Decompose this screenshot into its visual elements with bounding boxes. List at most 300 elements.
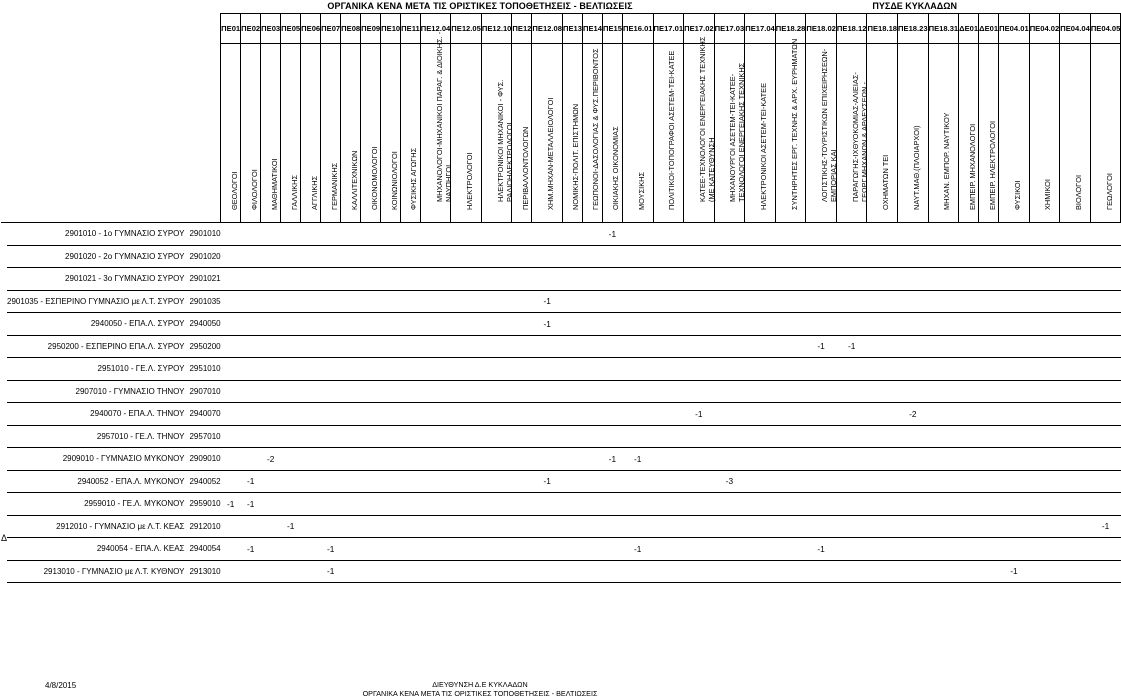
- specialty-name-cell: [532, 44, 563, 223]
- vacancy-cell: [301, 380, 321, 403]
- vacancy-cell: -1: [602, 223, 622, 246]
- vacancy-cell: [806, 290, 837, 313]
- specialty-code: ΔΕ01: [979, 14, 999, 44]
- specialty-name: ΦΥΣΙΚΟΙ: [1012, 180, 1022, 211]
- specialty-code: ΠΕ04.01: [999, 14, 1030, 44]
- vacancy-cell: [281, 403, 301, 426]
- specialty-name: ΦΥΣΙΚΗΣ ΑΓΩΓΗΣ: [409, 148, 419, 211]
- vacancy-cell: [999, 448, 1030, 471]
- vacancy-cell: [301, 358, 321, 381]
- school-label: 2901020 - 2ο ΓΥΜΝΑΣΙΟ ΣΥΡΟΥ: [7, 245, 188, 268]
- vacancy-cell: -1: [622, 448, 653, 471]
- vacancy-cell: [898, 560, 929, 583]
- vacancy-cell: [512, 358, 532, 381]
- vacancies-table: [1, 13, 1121, 583]
- vacancy-cell: [999, 268, 1030, 291]
- vacancy-cell: [653, 223, 684, 246]
- vacancy-cell: [512, 313, 532, 336]
- vacancy-cell: [261, 425, 281, 448]
- vacancy-cell: [281, 223, 301, 246]
- specialty-name: ΓΕΩΛΟΓΟΙ: [1104, 173, 1114, 211]
- vacancy-cell: [745, 560, 776, 583]
- vacancy-cell: [714, 380, 745, 403]
- vacancy-cell: [867, 470, 898, 493]
- vacancy-cell: [321, 493, 341, 516]
- vacancy-cell: [684, 380, 715, 403]
- vacancy-cell: [928, 290, 959, 313]
- vacancy-cell: [898, 335, 929, 358]
- table-row: [1, 448, 1121, 471]
- school-code: 2951010: [188, 358, 220, 381]
- vacancy-cell: [420, 403, 451, 426]
- vacancy-cell: [532, 493, 563, 516]
- vacancy-cell: [653, 493, 684, 516]
- vacancy-cell: [321, 448, 341, 471]
- vacancy-cell: [1090, 313, 1121, 336]
- vacancy-cell: [1090, 403, 1121, 426]
- vacancy-cell: [361, 290, 381, 313]
- vacancy-cell: [1029, 268, 1060, 291]
- vacancy-cell: [420, 515, 451, 538]
- vacancy-cell: [745, 515, 776, 538]
- vacancy-cell: [1090, 290, 1121, 313]
- vacancy-cell: [582, 493, 602, 516]
- vacancy-cell: [684, 515, 715, 538]
- vacancy-cell: [959, 403, 979, 426]
- vacancy-cell: [241, 515, 261, 538]
- specialty-name-cell: [867, 44, 898, 223]
- specialty-name: ΜΗΧΑΝ. ΕΜΠΟΡ. ΝΑΥΤΙΚΟΥ: [942, 113, 952, 211]
- specialty-name: ΑΓΓΛΙΚΗΣ: [309, 176, 319, 211]
- school-label: 2957010 - ΓΕ.Λ. ΤΗΝΟΥ: [7, 425, 188, 448]
- vacancy-cell: [261, 335, 281, 358]
- vacancy-cell: [512, 493, 532, 516]
- vacancy-cell: [1060, 335, 1091, 358]
- vacancy-cell: [745, 403, 776, 426]
- vacancy-cell: [401, 290, 421, 313]
- vacancy-cell: [582, 403, 602, 426]
- vacancy-cell: [341, 335, 361, 358]
- vacancy-cell: [836, 470, 867, 493]
- vacancy-cell: [420, 448, 451, 471]
- table-row: [1, 268, 1121, 291]
- vacancy-cell: [714, 245, 745, 268]
- vacancy-cell: [301, 223, 321, 246]
- vacancy-cell: [898, 448, 929, 471]
- vacancy-cell: [1029, 538, 1060, 561]
- vacancy-cell: [341, 313, 361, 336]
- vacancy-cell: [836, 313, 867, 336]
- vacancy-cell: [684, 538, 715, 561]
- vacancy-cell: [775, 560, 806, 583]
- vacancy-cell: [420, 358, 451, 381]
- specialty-name: ΗΛΕΚΤΡΟΛΟΓΟΙ: [465, 152, 475, 211]
- vacancy-cell: [321, 313, 341, 336]
- vacancy-cell: [420, 223, 451, 246]
- vacancy-cell: [979, 268, 999, 291]
- specialty-code: ΠΕ11: [401, 14, 421, 44]
- footer-directorate: ΔΙΕΥΘΥΝΣΗ Δ.Ε ΚΥΚΛΑΔΩΝ: [432, 680, 528, 689]
- vacancy-cell: [582, 425, 602, 448]
- vacancy-cell: [999, 425, 1030, 448]
- vacancy-cell: [928, 425, 959, 448]
- vacancy-cell: [898, 425, 929, 448]
- vacancy-cell: [979, 493, 999, 516]
- vacancy-cell: -1: [836, 335, 867, 358]
- specialty-code: ΠΕ05: [281, 14, 301, 44]
- vacancy-cell: [420, 268, 451, 291]
- school-code: 2940070: [188, 403, 220, 426]
- vacancy-cell: [401, 560, 421, 583]
- vacancy-cell: [221, 538, 241, 561]
- vacancy-cell: [562, 403, 582, 426]
- vacancy-cell: [622, 290, 653, 313]
- specialty-name: ΘΕΟΛΟΓΟΙ: [229, 171, 239, 211]
- vacancy-cell: [420, 380, 451, 403]
- vacancy-cell: [959, 335, 979, 358]
- vacancy-cell: [806, 223, 837, 246]
- vacancy-cell: [301, 448, 321, 471]
- vacancy-cell: -3: [714, 470, 745, 493]
- vacancy-cell: [898, 223, 929, 246]
- vacancy-cell: [321, 380, 341, 403]
- specialty-name: ΟΧΗΜΑΤΩΝ ΤΕΙ: [881, 155, 891, 211]
- vacancy-cell: [745, 245, 776, 268]
- vacancy-cell: [261, 245, 281, 268]
- vacancy-cell: [532, 448, 563, 471]
- vacancy-cell: [532, 268, 563, 291]
- specialty-code: ΠΕ18.18: [867, 14, 898, 44]
- vacancy-cell: [512, 290, 532, 313]
- vacancy-cell: [1090, 380, 1121, 403]
- vacancy-cell: [381, 403, 401, 426]
- specialty-code: ΠΕ04.02: [1029, 14, 1060, 44]
- vacancy-cell: [221, 380, 241, 403]
- vacancy-cell: [301, 335, 321, 358]
- vacancy-cell: [1060, 290, 1091, 313]
- vacancy-cell: [420, 560, 451, 583]
- school-code: 2901021: [188, 268, 220, 291]
- specialty-name-cell: [361, 44, 381, 223]
- specialty-name: ΠΟΛΙΤΙΚΟΙ-ΤΟΠΟΓΡΑΦΟΙ ΑΣΕΤΕΜ-ΤΕΙ-ΚΑΤΕΕ: [667, 51, 677, 211]
- vacancy-cell: [684, 448, 715, 471]
- vacancy-cell: [381, 515, 401, 538]
- vacancy-cell: [745, 358, 776, 381]
- vacancy-cell: [928, 245, 959, 268]
- vacancy-cell: -1: [241, 493, 261, 516]
- vacancy-cell: [221, 425, 241, 448]
- specialty-code: ΠΕ12.10: [481, 14, 512, 44]
- vacancy-cell: [241, 403, 261, 426]
- vacancy-cell: [1090, 335, 1121, 358]
- vacancy-cell: [420, 245, 451, 268]
- vacancy-cell: [928, 313, 959, 336]
- vacancy-cell: [653, 358, 684, 381]
- vacancy-cell: [999, 403, 1030, 426]
- vacancy-cell: -2: [898, 403, 929, 426]
- vacancy-cell: [959, 515, 979, 538]
- vacancy-cell: [1090, 223, 1121, 246]
- vacancy-cell: [281, 425, 301, 448]
- vacancy-cell: [622, 425, 653, 448]
- vacancy-cell: [684, 560, 715, 583]
- vacancy-cell: [775, 538, 806, 561]
- school-label: 2940052 - ΕΠΑ.Λ. ΜΥΚΟΝΟΥ: [7, 470, 188, 493]
- vacancy-cell: [241, 313, 261, 336]
- specialty-name-cell: [261, 44, 281, 223]
- vacancy-cell: [745, 538, 776, 561]
- vacancy-cell: [622, 245, 653, 268]
- specialty-code: ΠΕ12.08: [532, 14, 563, 44]
- vacancy-cell: [582, 515, 602, 538]
- vacancy-cell: [582, 290, 602, 313]
- org-name: ΠΥΣΔΕ ΚΥΚΛΑΔΩΝ: [872, 1, 957, 11]
- specialty-name-cell: [898, 44, 929, 223]
- vacancy-cell: [261, 290, 281, 313]
- specialty-name-cell: [979, 44, 999, 223]
- vacancy-cell: [867, 268, 898, 291]
- vacancy-cell: [381, 448, 401, 471]
- vacancy-cell: [381, 470, 401, 493]
- vacancy-cell: [420, 313, 451, 336]
- specialty-name: ΚΑΛΛΙΤΕΧΝΙΚΩΝ: [349, 151, 359, 211]
- vacancy-cell: [775, 290, 806, 313]
- specialty-name-cell: [1029, 44, 1060, 223]
- vacancy-cell: [714, 538, 745, 561]
- vacancy-cell: [979, 335, 999, 358]
- vacancy-cell: [775, 313, 806, 336]
- school-code: 2909010: [188, 448, 220, 471]
- vacancy-cell: [481, 493, 512, 516]
- vacancy-cell: [241, 358, 261, 381]
- vacancy-cell: [714, 290, 745, 313]
- specialty-code: ΠΕ16.01: [622, 14, 653, 44]
- vacancy-cell: [653, 425, 684, 448]
- vacancy-cell: [281, 380, 301, 403]
- vacancy-cell: [867, 425, 898, 448]
- vacancy-cell: [1090, 560, 1121, 583]
- vacancy-cell: [745, 470, 776, 493]
- school-code: 2940050: [188, 313, 220, 336]
- vacancy-cell: [401, 358, 421, 381]
- vacancy-cell: [481, 313, 512, 336]
- specialty-name: ΛΟΓΙΣΤΙΚΗΣ-ΤΟΥΡΙΣΤΙΚΩΝ ΕΠΙΧΕΙΡΗΣΕΩΝ-ΕΜΠΟΡΙΑΣ ΚΑΙ: [820, 48, 838, 202]
- school-label: 2940054 - ΕΠΑ.Λ. ΚΕΑΣ: [7, 538, 188, 561]
- vacancy-cell: [261, 358, 281, 381]
- vacancy-cell: [381, 245, 401, 268]
- table-row: [1, 313, 1121, 336]
- vacancy-cell: [451, 515, 482, 538]
- vacancy-cell: [898, 313, 929, 336]
- vacancy-cell: [928, 403, 959, 426]
- vacancy-cell: [775, 425, 806, 448]
- vacancy-cell: [775, 245, 806, 268]
- vacancy-cell: [281, 335, 301, 358]
- vacancy-cell: [979, 538, 999, 561]
- specialty-name-cell: [959, 44, 979, 223]
- vacancy-cell: [1029, 223, 1060, 246]
- vacancy-cell: [512, 515, 532, 538]
- vacancy-cell: [401, 448, 421, 471]
- vacancy-cell: [261, 538, 281, 561]
- vacancy-cell: [959, 313, 979, 336]
- vacancy-cell: [401, 470, 421, 493]
- vacancy-cell: [653, 515, 684, 538]
- vacancy-cell: [512, 223, 532, 246]
- vacancy-cell: [714, 515, 745, 538]
- specialty-name: ΧΗΜ.ΜΗΧΑΝ-ΜΕΤΑΛΛΕΙΟΛΟΓΟΙ: [546, 98, 556, 211]
- vacancy-cell: [361, 380, 381, 403]
- vacancy-cell: [401, 268, 421, 291]
- vacancy-cell: [1060, 515, 1091, 538]
- vacancy-cell: [321, 515, 341, 538]
- vacancy-cell: [745, 223, 776, 246]
- specialty-name: ΕΜΠΕΙΡ. ΗΛΕΚΤΡΟΛΟΓΟΙ: [987, 121, 997, 211]
- vacancy-cell: [836, 358, 867, 381]
- specialty-code: ΠΕ09: [361, 14, 381, 44]
- vacancy-cell: -1: [684, 403, 715, 426]
- school-code: 2957010: [188, 425, 220, 448]
- vacancy-cell: [1090, 448, 1121, 471]
- vacancy-cell: [979, 470, 999, 493]
- vacancy-cell: [562, 268, 582, 291]
- vacancy-cell: -1: [321, 560, 341, 583]
- specialty-code: ΠΕ15: [602, 14, 622, 44]
- vacancy-cell: [714, 560, 745, 583]
- specialty-name-cell: [221, 44, 241, 223]
- vacancy-cell: [602, 425, 622, 448]
- table-row: [1, 515, 1121, 538]
- vacancy-cell: [653, 448, 684, 471]
- vacancy-cell: [714, 268, 745, 291]
- vacancy-cell: [512, 245, 532, 268]
- specialty-code: ΠΕ18.28: [775, 14, 806, 44]
- vacancy-cell: [836, 403, 867, 426]
- vacancy-cell: [301, 290, 321, 313]
- specialty-code: ΠΕ08: [341, 14, 361, 44]
- specialty-code: ΔΕ01: [959, 14, 979, 44]
- vacancy-cell: [582, 335, 602, 358]
- vacancy-cell: [451, 560, 482, 583]
- vacancy-cell: [653, 245, 684, 268]
- vacancy-cell: [301, 560, 321, 583]
- vacancy-cell: [321, 425, 341, 448]
- specialty-name-cell: [451, 44, 482, 223]
- vacancy-cell: [341, 223, 361, 246]
- vacancy-cell: [562, 470, 582, 493]
- vacancy-cell: [451, 313, 482, 336]
- school-label: 2940050 - ΕΠΑ.Λ. ΣΥΡΟΥ: [7, 313, 188, 336]
- table-row: [1, 470, 1121, 493]
- table-row: [1, 223, 1121, 246]
- vacancy-cell: [361, 223, 381, 246]
- vacancy-cell: [775, 223, 806, 246]
- vacancy-cell: [381, 380, 401, 403]
- vacancy-cell: [602, 245, 622, 268]
- specialty-name-cell: [562, 44, 582, 223]
- vacancy-cell: [928, 448, 959, 471]
- vacancy-cell: [451, 448, 482, 471]
- vacancy-cell: [1029, 403, 1060, 426]
- vacancy-cell: [867, 290, 898, 313]
- specialty-name-cell: [714, 44, 745, 223]
- vacancy-cell: [221, 470, 241, 493]
- vacancy-cell: [622, 335, 653, 358]
- vacancy-cell: [979, 358, 999, 381]
- vacancy-cell: [221, 313, 241, 336]
- vacancy-cell: [928, 358, 959, 381]
- vacancy-cell: [959, 245, 979, 268]
- vacancy-cell: [653, 560, 684, 583]
- vacancy-cell: [532, 403, 563, 426]
- vacancy-cell: [451, 335, 482, 358]
- specialty-name-cell: [1060, 44, 1091, 223]
- vacancy-cell: [512, 268, 532, 291]
- vacancy-cell: [221, 403, 241, 426]
- specialty-name: ΦΙΛΟΛΟΓΟΙ: [249, 169, 259, 211]
- vacancy-cell: [622, 515, 653, 538]
- vacancy-cell: [562, 380, 582, 403]
- vacancy-cell: [481, 380, 512, 403]
- vacancy-cell: [321, 223, 341, 246]
- specialty-name-cell: [775, 39, 806, 223]
- vacancy-cell: [928, 493, 959, 516]
- vacancy-cell: [1029, 560, 1060, 583]
- vacancy-cell: [361, 560, 381, 583]
- vacancy-cell: [381, 538, 401, 561]
- vacancy-cell: [1060, 380, 1091, 403]
- vacancy-cell: [684, 470, 715, 493]
- specialty-name: ΠΕΡΙΒΑΛΛΟΝΤΟΛΟΓΩΝ: [520, 127, 530, 211]
- vacancy-cell: [361, 425, 381, 448]
- school-code: 2901010: [188, 223, 220, 246]
- vacancy-cell: [241, 380, 261, 403]
- vacancy-cell: [653, 290, 684, 313]
- specialty-name: ΒΙΟΛΟΓΟΙ: [1074, 175, 1084, 211]
- vacancy-cell: [381, 425, 401, 448]
- vacancy-cell: [684, 335, 715, 358]
- school-code: 2950200: [188, 335, 220, 358]
- vacancy-cell: [281, 493, 301, 516]
- vacancy-cell: [898, 470, 929, 493]
- vacancy-cell: [532, 335, 563, 358]
- vacancy-cell: [959, 538, 979, 561]
- vacancy-cell: [341, 358, 361, 381]
- vacancy-cell: [806, 313, 837, 336]
- vacancy-cell: [602, 313, 622, 336]
- table-row: [1, 335, 1121, 358]
- vacancy-cell: [341, 403, 361, 426]
- vacancy-cell: [512, 425, 532, 448]
- vacancy-cell: [806, 268, 837, 291]
- vacancy-cell: [867, 223, 898, 246]
- table-row: [1, 358, 1121, 381]
- vacancy-cell: [836, 425, 867, 448]
- vacancy-cell: [775, 380, 806, 403]
- vacancy-cell: [301, 425, 321, 448]
- vacancy-cell: [775, 470, 806, 493]
- vacancy-cell: [745, 425, 776, 448]
- vacancy-cell: [806, 515, 837, 538]
- specialty-name-cell: [341, 44, 361, 223]
- vacancy-cell: [999, 290, 1030, 313]
- vacancy-cell: [221, 223, 241, 246]
- vacancy-cell: [806, 403, 837, 426]
- vacancy-cell: [281, 560, 301, 583]
- vacancy-cell: [481, 268, 512, 291]
- vacancy-cell: [1029, 515, 1060, 538]
- vacancy-cell: [1029, 448, 1060, 471]
